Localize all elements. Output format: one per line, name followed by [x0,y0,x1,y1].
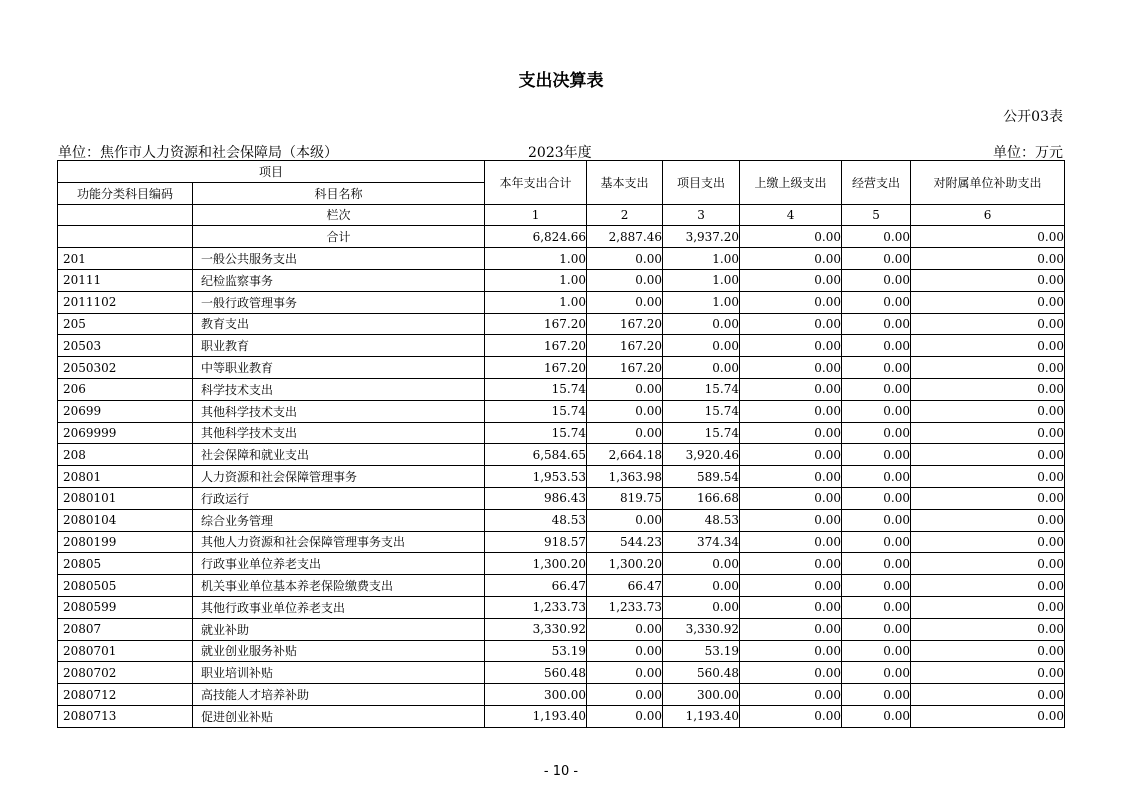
header-subsidy: 对附属单位补助支出 [911,161,1065,205]
row-value: 0.00 [663,335,740,357]
row-value: 0.00 [911,466,1065,488]
row-value: 0.00 [587,422,663,444]
row-value: 0.00 [587,684,663,706]
row-code: 20805 [58,553,193,575]
row-value: 0.00 [740,335,842,357]
row-value: 0.00 [911,618,1065,640]
row-value: 0.00 [740,553,842,575]
row-value: 1.00 [663,291,740,313]
row-name: 科学技术支出 [193,378,485,400]
column-number-label: 栏次 [193,204,485,226]
column-number: 6 [911,204,1065,226]
total-value: 6,824.66 [485,226,587,248]
table-row [58,444,1065,466]
row-value: 0.00 [842,509,911,531]
row-value: 166.68 [663,487,740,509]
row-value: 0.00 [740,313,842,335]
table-row [58,596,1065,618]
row-value: 986.43 [485,487,587,509]
row-code: 2080712 [58,684,193,706]
row-name: 综合业务管理 [193,509,485,531]
row-value: 0.00 [842,378,911,400]
column-number: 4 [740,204,842,226]
table-row [58,618,1065,640]
row-value: 0.00 [587,248,663,270]
total-row [58,226,1065,248]
table-row [58,291,1065,313]
row-value: 167.20 [485,357,587,379]
row-value: 2,664.18 [587,444,663,466]
row-value: 1,953.53 [485,466,587,488]
row-code: 2080101 [58,487,193,509]
row-value: 48.53 [663,509,740,531]
table-row [58,269,1065,291]
row-value: 300.00 [485,684,587,706]
row-code: 206 [58,378,193,400]
column-number: 1 [485,204,587,226]
row-value: 0.00 [842,335,911,357]
row-value: 0.00 [587,291,663,313]
row-value: 1,233.73 [485,596,587,618]
header-item: 项目 [58,161,485,183]
fiscal-year: 2023年度 [528,145,592,161]
row-code: 201 [58,248,193,270]
row-value: 0.00 [842,422,911,444]
row-name: 其他科学技术支出 [193,422,485,444]
total-value: 0.00 [842,226,911,248]
row-value: 0.00 [911,400,1065,422]
table-row [58,640,1065,662]
row-value: 0.00 [911,313,1065,335]
table-row [58,400,1065,422]
row-value: 0.00 [842,444,911,466]
row-value: 1,193.40 [663,705,740,727]
row-value: 0.00 [911,596,1065,618]
row-value: 0.00 [740,509,842,531]
header-basic: 基本支出 [587,161,663,205]
row-code: 20807 [58,618,193,640]
row-value: 0.00 [587,705,663,727]
row-value: 1.00 [485,248,587,270]
row-value: 0.00 [842,313,911,335]
row-value: 0.00 [663,357,740,379]
header-project: 项目支出 [663,161,740,205]
row-value: 0.00 [911,357,1065,379]
form-number: 公开03表 [1003,109,1063,125]
row-value: 0.00 [842,487,911,509]
row-value: 0.00 [842,684,911,706]
row-value: 167.20 [485,335,587,357]
row-value: 0.00 [740,466,842,488]
column-number: 3 [663,204,740,226]
row-value: 0.00 [842,531,911,553]
row-value: 0.00 [842,269,911,291]
row-value: 66.47 [587,575,663,597]
row-value: 0.00 [911,487,1065,509]
row-value: 560.48 [485,662,587,684]
page-title: 支出决算表 [518,71,604,91]
row-value: 0.00 [740,378,842,400]
row-value: 0.00 [911,269,1065,291]
row-value: 918.57 [485,531,587,553]
row-value: 0.00 [911,705,1065,727]
row-value: 0.00 [663,575,740,597]
row-value: 560.48 [663,662,740,684]
row-value: 0.00 [740,291,842,313]
table-row [58,509,1065,531]
row-code: 2080702 [58,662,193,684]
row-name: 行政事业单位养老支出 [193,553,485,575]
row-value: 589.54 [663,466,740,488]
row-value: 0.00 [587,662,663,684]
row-value: 66.47 [485,575,587,597]
row-name: 职业培训补贴 [193,662,485,684]
row-value: 300.00 [663,684,740,706]
row-value: 3,330.92 [485,618,587,640]
table-row [58,335,1065,357]
row-value: 0.00 [842,705,911,727]
row-name: 就业创业服务补贴 [193,640,485,662]
row-value: 0.00 [842,596,911,618]
row-name: 促进创业补贴 [193,705,485,727]
row-value: 0.00 [842,248,911,270]
row-value: 819.75 [587,487,663,509]
row-value: 0.00 [911,640,1065,662]
row-value: 0.00 [740,444,842,466]
row-value: 15.74 [485,422,587,444]
row-value: 0.00 [740,684,842,706]
row-name: 机关事业单位基本养老保险缴费支出 [193,575,485,597]
row-value: 0.00 [740,400,842,422]
row-value: 0.00 [587,618,663,640]
row-value: 0.00 [663,553,740,575]
total-value: 0.00 [911,226,1065,248]
header-name: 科目名称 [193,182,485,204]
row-code: 2080713 [58,705,193,727]
row-name: 就业补助 [193,618,485,640]
row-value: 0.00 [911,335,1065,357]
total-value: 3,937.20 [663,226,740,248]
row-name: 纪检监察事务 [193,269,485,291]
row-value: 0.00 [911,422,1065,444]
row-value: 0.00 [740,596,842,618]
row-value: 544.23 [587,531,663,553]
row-value: 15.74 [663,400,740,422]
row-value: 0.00 [911,291,1065,313]
row-name: 中等职业教育 [193,357,485,379]
row-code: 2050302 [58,357,193,379]
row-value: 0.00 [842,357,911,379]
table-row [58,487,1065,509]
row-value: 167.20 [485,313,587,335]
table-row [58,575,1065,597]
row-value: 1.00 [663,269,740,291]
row-name: 其他行政事业单位养老支出 [193,596,485,618]
table-row [58,357,1065,379]
row-value: 53.19 [485,640,587,662]
row-value: 1,193.40 [485,705,587,727]
table-row [58,705,1065,727]
total-value: 2,887.46 [587,226,663,248]
row-name: 社会保障和就业支出 [193,444,485,466]
row-code: 20801 [58,466,193,488]
row-code: 2080505 [58,575,193,597]
row-value: 167.20 [587,357,663,379]
row-name: 行政运行 [193,487,485,509]
row-value: 1,363.98 [587,466,663,488]
row-value: 0.00 [911,248,1065,270]
row-value: 0.00 [587,509,663,531]
row-value: 0.00 [842,466,911,488]
row-value: 6,584.65 [485,444,587,466]
row-value: 0.00 [911,378,1065,400]
row-code: 2080104 [58,509,193,531]
row-name: 一般行政管理事务 [193,291,485,313]
table-row [58,553,1065,575]
row-name: 其他人力资源和社会保障管理事务支出 [193,531,485,553]
row-value: 15.74 [485,400,587,422]
table-row [58,531,1065,553]
row-value: 0.00 [587,400,663,422]
table-row [58,313,1065,335]
row-code: 20699 [58,400,193,422]
row-name: 职业教育 [193,335,485,357]
row-name: 人力资源和社会保障管理事务 [193,466,485,488]
row-value: 0.00 [842,662,911,684]
row-code: 2080701 [58,640,193,662]
row-code: 2080599 [58,596,193,618]
row-value: 0.00 [740,357,842,379]
row-code: 208 [58,444,193,466]
currency-unit: 单位：万元 [993,145,1063,161]
header-business: 经营支出 [842,161,911,205]
expenditure-table [57,160,1065,728]
page-number: - 10 - [543,764,579,779]
row-value: 53.19 [663,640,740,662]
column-number: 5 [842,204,911,226]
row-code: 2069999 [58,422,193,444]
row-value: 1,300.20 [485,553,587,575]
reporting-unit: 单位：焦作市人力资源和社会保障局（本级） [58,145,338,161]
row-value: 3,330.92 [663,618,740,640]
row-value: 0.00 [740,662,842,684]
row-value: 15.74 [485,378,587,400]
row-value: 0.00 [842,400,911,422]
row-name: 一般公共服务支出 [193,248,485,270]
total-value: 0.00 [740,226,842,248]
table-row [58,466,1065,488]
row-value: 1.00 [485,291,587,313]
row-value: 167.20 [587,313,663,335]
header-total: 本年支出合计 [485,161,587,205]
row-value: 0.00 [740,640,842,662]
row-code: 2080199 [58,531,193,553]
row-code: 20111 [58,269,193,291]
row-value: 0.00 [911,575,1065,597]
row-value: 0.00 [740,705,842,727]
table-row [58,662,1065,684]
row-code: 20503 [58,335,193,357]
row-value: 0.00 [911,444,1065,466]
row-code: 2011102 [58,291,193,313]
column-number-row [58,204,1065,226]
row-value: 3,920.46 [663,444,740,466]
row-value: 0.00 [587,378,663,400]
row-value: 0.00 [740,487,842,509]
row-value: 0.00 [911,684,1065,706]
row-name: 教育支出 [193,313,485,335]
row-name: 其他科学技术支出 [193,400,485,422]
row-value: 1.00 [485,269,587,291]
row-name: 高技能人才培养补助 [193,684,485,706]
row-value: 0.00 [740,248,842,270]
row-value: 0.00 [911,531,1065,553]
row-value: 0.00 [663,596,740,618]
row-value: 1,233.73 [587,596,663,618]
row-value: 15.74 [663,422,740,444]
row-value: 0.00 [740,422,842,444]
row-value: 0.00 [740,575,842,597]
table-row [58,378,1065,400]
row-value: 0.00 [740,269,842,291]
header-upper: 上缴上级支出 [740,161,842,205]
row-value: 167.20 [587,335,663,357]
row-value: 1,300.20 [587,553,663,575]
row-value: 0.00 [587,269,663,291]
row-value: 0.00 [911,662,1065,684]
row-value: 15.74 [663,378,740,400]
row-value: 0.00 [911,509,1065,531]
row-value: 374.34 [663,531,740,553]
row-value: 0.00 [740,618,842,640]
row-value: 1.00 [663,248,740,270]
row-value: 48.53 [485,509,587,531]
row-code: 205 [58,313,193,335]
row-value: 0.00 [842,291,911,313]
row-value: 0.00 [663,313,740,335]
header-code: 功能分类科目编码 [58,182,193,204]
row-value: 0.00 [842,575,911,597]
table-row [58,684,1065,706]
row-value: 0.00 [842,640,911,662]
row-value: 0.00 [911,553,1065,575]
table-row [58,422,1065,444]
column-number: 2 [587,204,663,226]
row-value: 0.00 [740,531,842,553]
total-label: 合计 [193,226,485,248]
row-value: 0.00 [587,640,663,662]
table-row [58,248,1065,270]
row-value: 0.00 [842,618,911,640]
row-value: 0.00 [842,553,911,575]
